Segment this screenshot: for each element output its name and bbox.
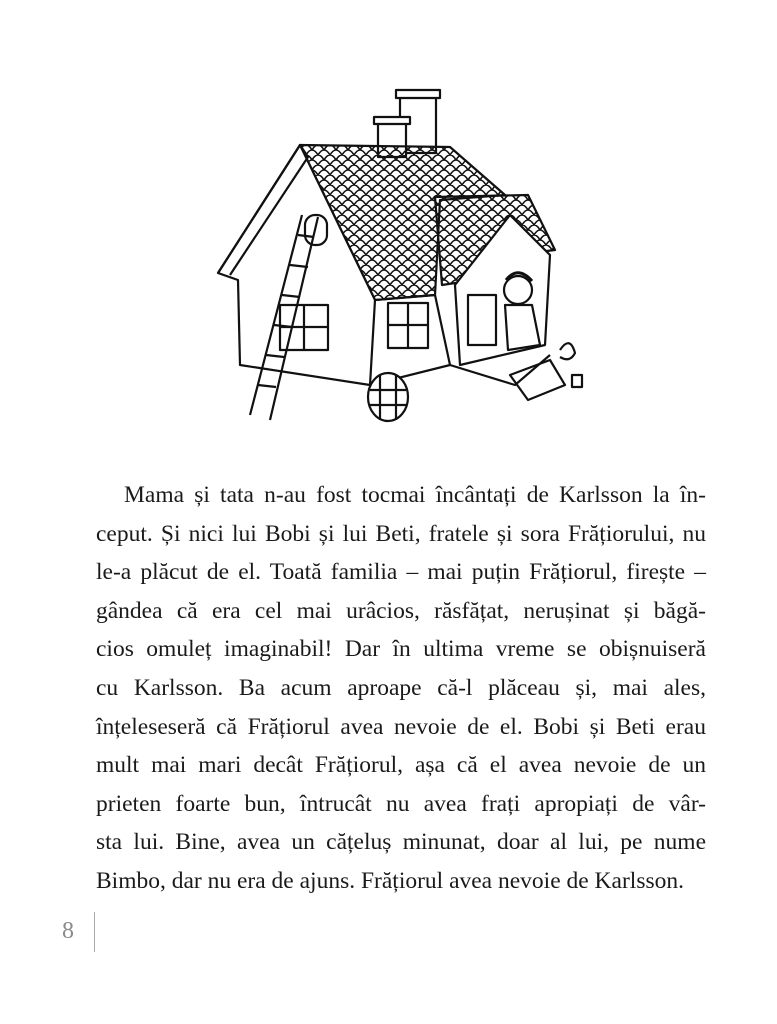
text-line: Mama și tata n-au fost tocmai încântați de Karlsson la în- xyxy=(124,482,706,508)
body-paragraph xyxy=(96,476,706,901)
text-line: le-a plăcut de el. Toată familia – mai puțin Frățiorul, firește – xyxy=(96,559,706,586)
text-line: înțeleseseră că Frățiorul avea nevoie de el. Bobi și Beti erau xyxy=(96,713,706,740)
text-line: gândea că era cel mai urâcios, răsfățat, nerușinat și băgă- xyxy=(96,597,706,624)
text-line: cu Karlsson. Ba acum aproape că-l plăceau și, mai ales, xyxy=(96,674,706,701)
text-line: sta lui. Bine, avea un cățeluș minunat, doar al lui, pe nume xyxy=(96,829,706,856)
page-number: 8 xyxy=(62,918,74,944)
text-line: prieten foarte bun, întrucât nu avea frați apropiați de vâr- xyxy=(96,790,706,817)
text-line: mult mai mari decât Frățiorul, așa că el avea nevoie de un xyxy=(96,752,706,779)
text-line: Bimbo, dar nu era de ajuns. Frățiorul avea nevoie de Karlsson. xyxy=(96,867,684,894)
house-illustration xyxy=(210,85,590,430)
page-number-divider xyxy=(94,912,95,952)
text-line: cios omuleț imaginabil! Dar în ultima vreme se obișnuiseră xyxy=(96,636,706,663)
text-line: ceput. Și nici lui Bobi și lui Beti, fratele și sora Frățiorului, nu xyxy=(96,520,706,547)
